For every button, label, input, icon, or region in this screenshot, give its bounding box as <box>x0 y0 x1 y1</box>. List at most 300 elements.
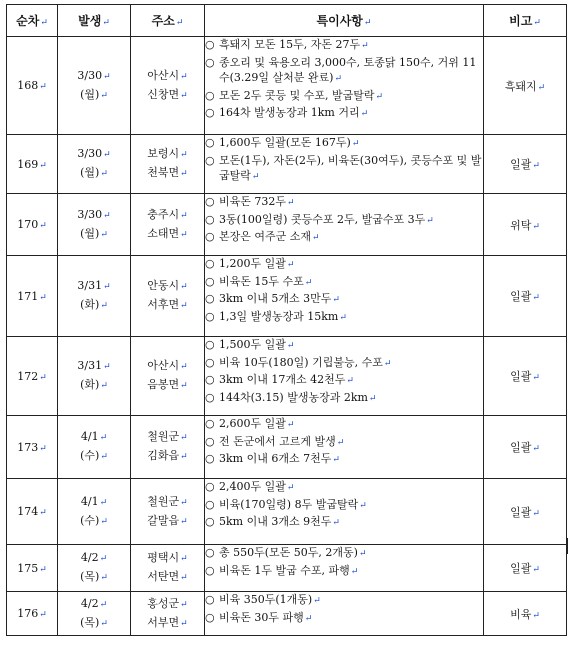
town-line <box>131 447 204 466</box>
note-text <box>219 434 483 452</box>
row-date <box>58 592 131 636</box>
note-text <box>219 105 483 123</box>
row-notes <box>205 545 484 592</box>
note-item <box>205 212 483 230</box>
cell-text: (화) <box>80 298 100 311</box>
city-line <box>131 145 204 164</box>
note-text <box>219 88 483 106</box>
row-notes <box>205 135 484 194</box>
note-item <box>205 355 483 373</box>
row-remark <box>484 256 567 337</box>
note-item <box>205 135 483 153</box>
row-notes <box>205 37 484 135</box>
table-row <box>7 416 567 479</box>
note-item <box>205 592 483 610</box>
return-mark: ↵ <box>332 518 340 529</box>
note-text <box>219 545 483 563</box>
return-mark: ↵ <box>39 443 47 454</box>
cell-text: 비육돈 1두 발굽 수포, 파행 <box>219 563 350 577</box>
cell-text: 소태면 <box>147 226 180 240</box>
note-item <box>205 55 483 88</box>
cell-text: 3km 이내 17개소 42천두 <box>219 373 346 387</box>
cell-text: 비육돈 15두 수포 <box>219 274 304 288</box>
return-mark: ↵ <box>360 109 369 120</box>
return-mark: ↵ <box>532 565 540 575</box>
return-mark: ↵ <box>180 618 188 629</box>
cell-text: 모돈 2두 콧등 및 수포, 발굽탈락 <box>219 88 375 102</box>
bullet-icon: ○ <box>205 257 215 270</box>
return-mark: ↵ <box>375 91 384 102</box>
bullet-icon: ○ <box>205 338 215 351</box>
cell-text: 2,400두 일괄 <box>219 480 286 493</box>
note-text <box>219 610 483 628</box>
cell-text: 1,200두 일괄 <box>219 257 286 270</box>
date-line <box>58 206 130 225</box>
bullet-icon: ○ <box>205 55 215 69</box>
row-address <box>131 37 205 135</box>
return-mark: ↵ <box>180 282 188 292</box>
return-mark: ↵ <box>100 169 108 179</box>
cell-text: 1,500두 일괄 <box>219 338 286 351</box>
return-mark: ↵ <box>339 312 347 323</box>
note-item <box>205 545 483 563</box>
note-item <box>205 229 483 247</box>
bullet-icon: ○ <box>205 452 215 466</box>
return-mark: ↵ <box>180 381 188 391</box>
row-number <box>7 479 58 545</box>
return-mark: ↵ <box>180 554 188 564</box>
cell-text: 172 <box>17 369 39 383</box>
cell-text: 4/1 <box>80 494 99 508</box>
note-text <box>219 229 483 247</box>
town-line <box>131 512 204 531</box>
return-mark: ↵ <box>350 566 359 577</box>
cell-text: 비육 350두(1개동) <box>219 593 313 606</box>
return-mark: ↵ <box>100 452 108 462</box>
town-line <box>131 296 204 315</box>
city-line <box>131 428 204 447</box>
cell-text: 충주시 <box>147 207 180 221</box>
table-row <box>7 592 567 636</box>
row-remark <box>484 194 567 256</box>
return-mark: ↵ <box>100 90 108 101</box>
cell-text: 168 <box>17 79 39 92</box>
cell-text: 3/30 <box>77 147 103 160</box>
row-remark <box>484 545 567 592</box>
city-line <box>131 549 204 568</box>
bullet-icon: ○ <box>205 38 215 51</box>
cell-text: (월) <box>80 166 100 179</box>
note-text <box>219 514 483 532</box>
note-item <box>205 497 483 515</box>
city-line <box>131 595 204 614</box>
note-text <box>219 309 483 327</box>
row-remark <box>484 416 567 479</box>
cell-text: 비육(170일령) 8두 발굽탈락 <box>219 497 359 511</box>
cell-text: 비육돈 732두 <box>219 195 286 208</box>
cell-text: (수) <box>80 513 100 527</box>
row-remark <box>484 37 567 135</box>
row-notes <box>205 256 484 337</box>
note-item <box>205 194 483 212</box>
note-text <box>219 274 483 292</box>
return-mark: ↵ <box>99 554 108 564</box>
cell-text: 3km 이내 5개소 3만두 <box>219 292 332 306</box>
city-line <box>131 67 204 86</box>
row-number <box>7 256 58 337</box>
return-mark: ↵ <box>39 508 47 518</box>
town-line <box>131 86 204 105</box>
return-mark: ↵ <box>361 41 369 51</box>
return-mark: ↵ <box>100 381 108 391</box>
return-mark: ↵ <box>180 362 188 372</box>
cell-text: 보령시 <box>147 147 180 160</box>
note-text <box>219 451 483 469</box>
return-mark: ↵ <box>180 497 188 508</box>
note-item <box>205 105 483 123</box>
cell-text: 평택시 <box>147 551 180 564</box>
return-mark: ↵ <box>287 198 295 208</box>
note-item <box>205 153 483 186</box>
bullet-icon: ○ <box>205 355 215 369</box>
cell-text: 일괄 <box>510 158 532 171</box>
note-item <box>205 291 483 309</box>
return-mark: ↵ <box>346 376 354 387</box>
cell-text: 위탁 <box>510 218 532 232</box>
cell-text: 안동시 <box>147 279 180 292</box>
town-line <box>131 164 204 183</box>
return-mark: ↵ <box>532 293 540 303</box>
bullet-icon: ○ <box>205 546 215 559</box>
return-mark: ↵ <box>312 233 320 244</box>
bullet-icon: ○ <box>205 434 215 448</box>
row-notes <box>205 479 484 545</box>
bullet-icon: ○ <box>205 136 215 149</box>
return-mark: ↵ <box>286 483 295 493</box>
row-date <box>58 337 131 416</box>
cell-text: 서탄면 <box>147 570 180 583</box>
bullet-icon: ○ <box>205 230 215 244</box>
return-mark: ↵ <box>180 90 188 101</box>
note-text <box>219 390 483 408</box>
row-notes <box>205 337 484 416</box>
cell-text: 일괄 <box>510 370 532 383</box>
header-row <box>7 5 567 37</box>
cell-text: 4/2 <box>80 596 99 610</box>
day-line <box>58 86 130 105</box>
bullet-icon: ○ <box>205 610 215 624</box>
cell-text: 1,3일 발생농장과 15km <box>219 309 339 323</box>
return-mark: ↵ <box>180 433 188 443</box>
row-notes <box>205 194 484 256</box>
cell-text: 3km 이내 6개소 7천두 <box>219 452 332 466</box>
row-address <box>131 194 205 256</box>
header-notes: 특이사항↵ <box>205 5 484 37</box>
city-line <box>131 493 204 512</box>
day-line <box>58 376 130 395</box>
return-mark: ↵ <box>100 229 108 240</box>
return-mark: ↵ <box>532 221 540 232</box>
return-mark: ↵ <box>103 150 111 160</box>
row-address <box>131 135 205 194</box>
note-text <box>219 135 483 153</box>
return-mark: ↵ <box>351 139 360 149</box>
note-text <box>219 592 483 610</box>
cell-text: 본장은 여주군 소재 <box>219 230 312 244</box>
day-line <box>58 614 130 633</box>
cell-text: 3/31 <box>77 279 103 292</box>
cell-text: (수) <box>80 449 100 462</box>
cell-text: 비육 10두(180일) 기립불능, 수포 <box>219 355 383 369</box>
bullet-icon: ○ <box>205 212 215 226</box>
date-line <box>58 277 130 296</box>
table-row <box>7 256 567 337</box>
row-address <box>131 337 205 416</box>
return-mark: ↵ <box>39 221 47 231</box>
day-line <box>58 164 130 183</box>
note-item <box>205 37 483 55</box>
bullet-icon: ○ <box>205 515 215 529</box>
city-line <box>131 277 204 296</box>
return-mark: ↵ <box>39 372 47 383</box>
date-line <box>58 549 130 568</box>
cell-text: (월) <box>80 226 100 240</box>
row-address <box>131 416 205 479</box>
note-text <box>219 416 483 434</box>
row-notes <box>205 592 484 636</box>
note-item <box>205 434 483 452</box>
note-text <box>219 256 483 274</box>
return-mark: ↵ <box>304 613 313 624</box>
return-mark: ↵ <box>180 301 188 311</box>
row-remark <box>484 592 567 636</box>
bullet-icon: ○ <box>205 563 215 577</box>
return-mark: ↵ <box>358 549 367 559</box>
row-address <box>131 545 205 592</box>
return-mark: ↵ <box>180 599 188 610</box>
date-line <box>58 67 130 86</box>
return-mark: ↵ <box>103 282 111 292</box>
bullet-icon: ○ <box>205 497 215 511</box>
return-mark: ↵ <box>180 516 188 527</box>
row-number <box>7 135 58 194</box>
row-number <box>7 416 58 479</box>
cell-text: 아산시 <box>147 68 180 82</box>
cell-text: 174 <box>17 505 39 518</box>
cell-text: 아산시 <box>147 359 180 372</box>
note-text <box>219 212 483 230</box>
note-item <box>205 256 483 274</box>
town-line <box>131 376 204 395</box>
cell-text: 171 <box>17 289 39 303</box>
cell-text: 철원군 <box>147 430 180 443</box>
cell-text: (월) <box>80 87 100 101</box>
row-date <box>58 256 131 337</box>
return-mark: ↵ <box>334 74 342 85</box>
return-mark: ↵ <box>286 420 295 430</box>
return-mark: ↵ <box>180 71 188 82</box>
day-line <box>58 447 130 466</box>
return-mark: ↵ <box>332 295 340 306</box>
cell-text: 176 <box>17 607 39 620</box>
note-item <box>205 451 483 469</box>
cell-text: 4/1 <box>80 430 99 443</box>
note-text <box>219 291 483 309</box>
table-row <box>7 545 567 592</box>
bullet-icon: ○ <box>205 292 215 306</box>
margin-tick <box>567 538 568 554</box>
note-text <box>219 153 483 186</box>
note-item <box>205 514 483 532</box>
day-line <box>58 225 130 244</box>
cell-text: (화) <box>80 378 100 391</box>
row-number <box>7 545 58 592</box>
return-mark: ↵ <box>304 277 313 288</box>
row-remark <box>484 135 567 194</box>
cell-text: 총 550두(모돈 50두, 2개동) <box>219 546 358 559</box>
row-number <box>7 337 58 416</box>
return-mark: ↵ <box>313 596 321 606</box>
table-row <box>7 194 567 256</box>
return-mark: ↵ <box>39 564 47 575</box>
cell-text: 일괄 <box>510 562 532 575</box>
note-text <box>219 479 483 497</box>
return-mark: ↵ <box>39 610 47 620</box>
cell-text: 흑돼지 모돈 15두, 자돈 27두 <box>219 38 361 51</box>
town-line <box>131 614 204 633</box>
return-mark: ↵ <box>532 444 540 454</box>
row-date <box>58 545 131 592</box>
cell-text: 천북면 <box>147 166 180 179</box>
cell-text: (목) <box>80 570 100 583</box>
city-line <box>131 206 204 225</box>
return-mark: ↵ <box>336 437 345 448</box>
cell-text: 홍성군 <box>147 596 180 610</box>
return-mark: ↵ <box>99 497 108 508</box>
table-row <box>7 135 567 194</box>
cell-text: 4/2 <box>80 551 99 564</box>
row-date <box>58 416 131 479</box>
return-mark: ↵ <box>180 573 188 583</box>
note-item <box>205 337 483 355</box>
return-mark: ↵ <box>426 215 434 226</box>
note-item <box>205 88 483 106</box>
return-mark: ↵ <box>383 358 392 369</box>
bullet-icon: ○ <box>205 153 215 167</box>
row-remark <box>484 479 567 545</box>
cell-text: 모돈(1두), 자돈(2두), 비육돈(30여두), 콧등수포 및 발굽탈락 <box>219 153 482 183</box>
note-item <box>205 390 483 408</box>
return-mark: ↵ <box>100 516 108 527</box>
cell-text: 신창면 <box>147 87 180 101</box>
note-item <box>205 309 483 327</box>
return-mark: ↵ <box>532 508 540 519</box>
return-mark: ↵ <box>180 452 188 462</box>
note-item <box>205 610 483 628</box>
note-item <box>205 372 483 390</box>
cell-text: 175 <box>17 561 39 575</box>
row-number <box>7 194 58 256</box>
header-remark: 비고↵ <box>484 5 567 37</box>
bullet-icon: ○ <box>205 390 215 404</box>
return-mark: ↵ <box>532 610 540 621</box>
day-line <box>58 512 130 531</box>
cell-text: 종오리 및 육용오리 3,000수, 토종닭 150수, 거위 11수(3.29일 살처분 완료) <box>219 55 477 85</box>
row-number <box>7 37 58 135</box>
cell-text: (목) <box>80 615 100 629</box>
return-mark: ↵ <box>359 500 367 511</box>
row-date <box>58 37 131 135</box>
note-text <box>219 563 483 581</box>
return-mark: ↵ <box>532 161 540 171</box>
header-date: 발생↵ <box>58 5 131 37</box>
cell-text: 일괄 <box>510 505 532 519</box>
cell-text: 2,600두 일괄 <box>219 417 286 430</box>
return-mark: ↵ <box>103 71 111 82</box>
cell-text: 철원군 <box>147 494 180 508</box>
return-mark: ↵ <box>99 599 108 610</box>
cell-text: 일괄 <box>510 441 532 454</box>
cell-text: 김화읍 <box>147 449 180 462</box>
cell-text: 164차 발생농장과 1km 거리 <box>219 106 360 120</box>
cell-text: 3/31 <box>77 359 103 372</box>
bullet-icon: ○ <box>205 274 215 288</box>
note-text <box>219 337 483 355</box>
date-line <box>58 357 130 376</box>
cell-text: 170 <box>17 218 39 231</box>
return-mark: ↵ <box>180 150 188 160</box>
bullet-icon: ○ <box>205 480 215 493</box>
bullet-icon: ○ <box>205 593 215 606</box>
note-item <box>205 274 483 292</box>
cell-text: 비육돈 30두 파행 <box>219 610 304 624</box>
header-address: 주소↵ <box>131 5 205 37</box>
return-mark: ↵ <box>332 455 340 466</box>
return-mark: ↵ <box>532 373 540 383</box>
city-line <box>131 357 204 376</box>
return-mark: ↵ <box>180 229 188 240</box>
date-line <box>58 145 130 164</box>
return-mark: ↵ <box>537 82 546 93</box>
cell-text: 전 돈군에서 고르게 발생 <box>219 434 336 448</box>
header-no: 순차↵ <box>7 5 58 37</box>
return-mark: ↵ <box>180 210 188 221</box>
row-date <box>58 479 131 545</box>
date-line <box>58 595 130 614</box>
cell-text: 1,600두 일괄(모돈 167두) <box>219 136 351 149</box>
bullet-icon: ○ <box>205 417 215 430</box>
cell-text: 3동(100일령) 콧등수포 2두, 발굽수포 3두 <box>219 212 426 226</box>
cell-text: 3/30 <box>77 68 103 82</box>
table-row <box>7 479 567 545</box>
row-date <box>58 194 131 256</box>
cell-text: 서부면 <box>147 615 180 629</box>
return-mark: ↵ <box>103 210 111 221</box>
note-text <box>219 497 483 515</box>
cell-text: 169 <box>17 157 39 171</box>
row-number <box>7 592 58 636</box>
table-row <box>7 337 567 416</box>
row-remark <box>484 337 567 416</box>
bullet-icon: ○ <box>205 195 215 208</box>
note-text <box>219 372 483 390</box>
return-mark: ↵ <box>286 341 295 351</box>
return-mark: ↵ <box>99 433 108 443</box>
row-address <box>131 256 205 337</box>
note-item <box>205 563 483 581</box>
row-address <box>131 592 205 636</box>
cell-text: 서후면 <box>147 298 180 311</box>
